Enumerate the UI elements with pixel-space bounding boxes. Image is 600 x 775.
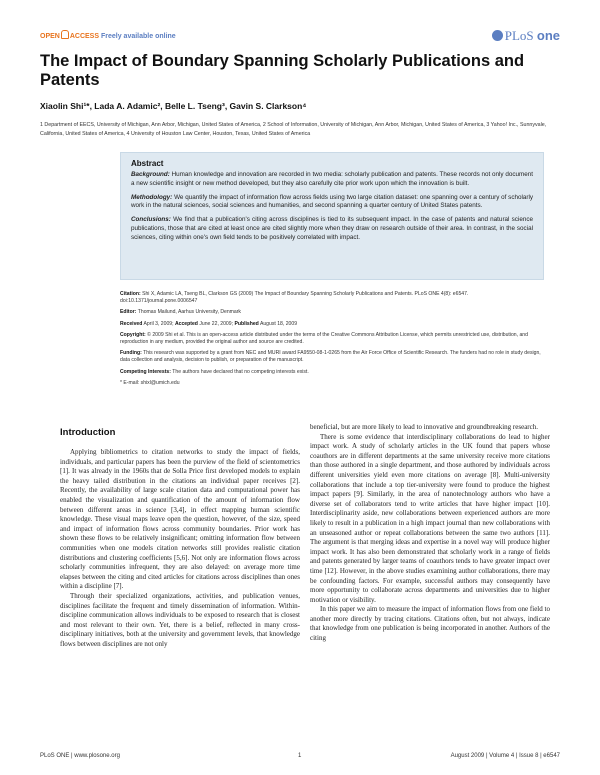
freely-available-label: Freely available online [100, 33, 176, 40]
copyright-text: © 2009 Shi et al. This is an open-access article distributed under the terms of the Creative Commons Attribution License, which permits unrestricted use, distribution, and reproduction in any medium, provided the original author and source are credited. [120, 331, 528, 346]
accepted-label: Accepted [174, 320, 198, 327]
published-date: August 18, 2009 [259, 320, 298, 327]
methodology-text: We quantify the impact of information flow across fields using two large citation dataset: one spanning over a century of scholarly work in the natural sciences, social sciences and humanities, and second spanning a quarter century of United States patents. [131, 193, 534, 210]
contact-email[interactable]: * E-mail: shixl@umich.edu [120, 379, 180, 386]
open-label: OPEN [40, 33, 60, 40]
paragraph: Applying bibliometrics to citation networks to study the impact of fields, individuals, and particular papers has been the purview of the field of scientometrics [1]. It was already in the 1960s that de Solla Price first developed models to explain the heavy tailed distribution in the citations an individual paper receives [2]. Recently, the availability of large scale citation data and computational power has enabled the visualization and quantification of the amount of information flow between different areas in science [3,4], in effect mapping human scientific knowledge. These visual maps leave open the question, however, of the size, speed and impact of information flows across community boundaries. Prior work has shown these flows to be relatively insignificant; omitting information flow between communities when one models citation networks still provides realistic citation distributions and clustering coefficients [5,6]. Not only are information flows across scholarly communities infrequent, they are also delayed: on average more time elapses between the citing and cited articles for citations across disciplines than ones within a discipline [7]. [60, 448, 300, 591]
editor-text: Thomas Mailund, Aarhus University, Denmark [137, 309, 241, 316]
page-number: 1 [298, 753, 302, 759]
published-label: Published [234, 320, 259, 327]
methodology-label: Methodology: [131, 193, 173, 201]
access-label: ACCESS [69, 33, 100, 40]
conclusions-label: Conclusions: [131, 216, 171, 224]
logo-one-text: one [536, 28, 560, 43]
accepted-date: June 22, 2009; [199, 320, 234, 327]
paragraph: Through their specialized organizations, activities, and publication venues, disciplines facilitate the frequent and timely dissemination of information. Within-discipline communication allows individuals to be exposed to research that is closest and most relevant to their own. Yet, there is a belief, reflected in many cross-disciplinary initiatives, both at the university and government levels, that knowledge flows between disciplines are not only [60, 591, 300, 648]
footer-journal: PLoS ONE | www.plosone.org [40, 753, 120, 759]
article-title: The Impact of Boundary Spanning Scholarly Publications and Patents [40, 52, 525, 89]
background-label: Background: [131, 171, 170, 178]
received-date: April 3, 2009; [143, 320, 174, 327]
plos-logo-icon [492, 30, 503, 41]
footer-issue: August 2009 | Volume 4 | Issue 8 | e6547 [450, 753, 560, 759]
competing-label: Competing Interests: [120, 368, 171, 375]
journal-header [40, 28, 560, 44]
editor-label: Editor: [120, 309, 137, 316]
body-column-right [310, 423, 550, 644]
paragraph: beneficial, but are more likely to lead to innovative and groundbreaking research. [310, 423, 538, 431]
copyright-label: Copyright: [120, 331, 146, 338]
logo-plos-text: PLoS [504, 28, 534, 43]
editor [120, 309, 544, 316]
abstract-background [131, 171, 533, 189]
introduction-heading: Introduction [60, 427, 116, 438]
article-metadata [120, 291, 544, 391]
open-access-badge [40, 30, 176, 40]
conclusions-text: We find that a publication's citing across disciplines is tied to its subsequent impact. In the case of patents and natural science publications, those that are cited at least once are cited slightly more when they draw on research outside of their area. In contrast, in the social sciences, citing within one's own field tends to be positively correlated with impact. [131, 216, 533, 241]
abstract-methodology [131, 194, 533, 212]
citation [120, 291, 544, 305]
dates [120, 321, 544, 328]
body-column-left [60, 448, 300, 649]
background-text: Human knowledge and innovation are recorded in two media: scholarly publication and patents. These records not only document a new scientific insight or new method developed, but they also carefully cite prior work upon which the innovation is built. [131, 171, 533, 187]
abstract-box [120, 152, 544, 280]
abstract-heading: Abstract [131, 159, 164, 168]
copyright [120, 332, 544, 346]
plos-one-logo [492, 28, 560, 44]
funding-label: Funding: [120, 350, 142, 357]
citation-text: Shi X, Adamic LA, Tseng BL, Clarkson GS (2009) The Impact of Boundary Spanning Scholarly Publications and Patents. PLoS ONE 4(8): e6547. doi:10.1371/journal.pone.0006547 [120, 291, 469, 305]
paragraph: In this paper we aim to measure the impact of information flows from one field to another more directly by tracing citations. Citations often, but not always, indicate that knowledge from one publication is being incorporated in another. Authors of the citing [310, 605, 550, 643]
abstract-conclusions [131, 216, 533, 242]
paragraph: There is some evidence that interdisciplinary collaborations do lead to higher impact work. A study of scholarly articles in the UK found that papers whose coauthors are in different departments at the same university receive more citations than those authored in a single department, and those authored by individuals across different universities yield even more citations on average [8]. Multi-university collaborations that include a top tier-university were found to produce the highest impact papers [9]. Similarly, in the area of nanotechnology authors who have a diverse set of collaborators tend to write articles that have higher impact [10]. Interdisciplinarity aside, new collaborations between experienced authors are more likely to result in a publication in a high impact journal than new collaborations with an unseasoned author or repeat collaborations between the same two authors [11]. The argument is that merging ideas and expertise in a novel way will produce higher impact work. It has also been demonstrated that scholarly work in a range of fields and patents generated by larger teams of coauthors tends to have greater impact over time [12]. However, in the above studies examining author collaborations, there may be confounding factors. For example, successful authors may consequently have more opportunity to collaborate across departments and universities due to higher motivation or visibility. [310, 432, 550, 604]
funding [120, 350, 544, 364]
funding-text: This research was supported by a grant from NEC and MURI award FA9550-08-1-0265 from the Air Force Office of Scientific Research. The funders had no role in study design, data collection and analysis, decision to publish, or preparation of the manuscript. [120, 350, 541, 364]
author-list: Xiaolin Shi¹*, Lada A. Adamic², Belle L. Tseng³, Gavin S. Clarkson⁴ [40, 101, 307, 111]
citation-label: Citation: [120, 291, 141, 297]
received-label: Received [120, 320, 143, 327]
affiliations: 1 Department of EECS, University of Michigan, Ann Arbor, Michigan, United States of America, 2 School of Information, University of Michigan, Ann Arbor, Michigan, United States of America, 3 Yahoo! Inc., Sunnyvale, California, United States of America, 4 University of Houston Law Center, Houston, Texas, United States of America [40, 122, 547, 137]
competing-text: The authors have declared that no competing interests exist. [172, 368, 309, 375]
competing-interests [120, 369, 544, 376]
open-access-lock-icon [61, 30, 69, 39]
